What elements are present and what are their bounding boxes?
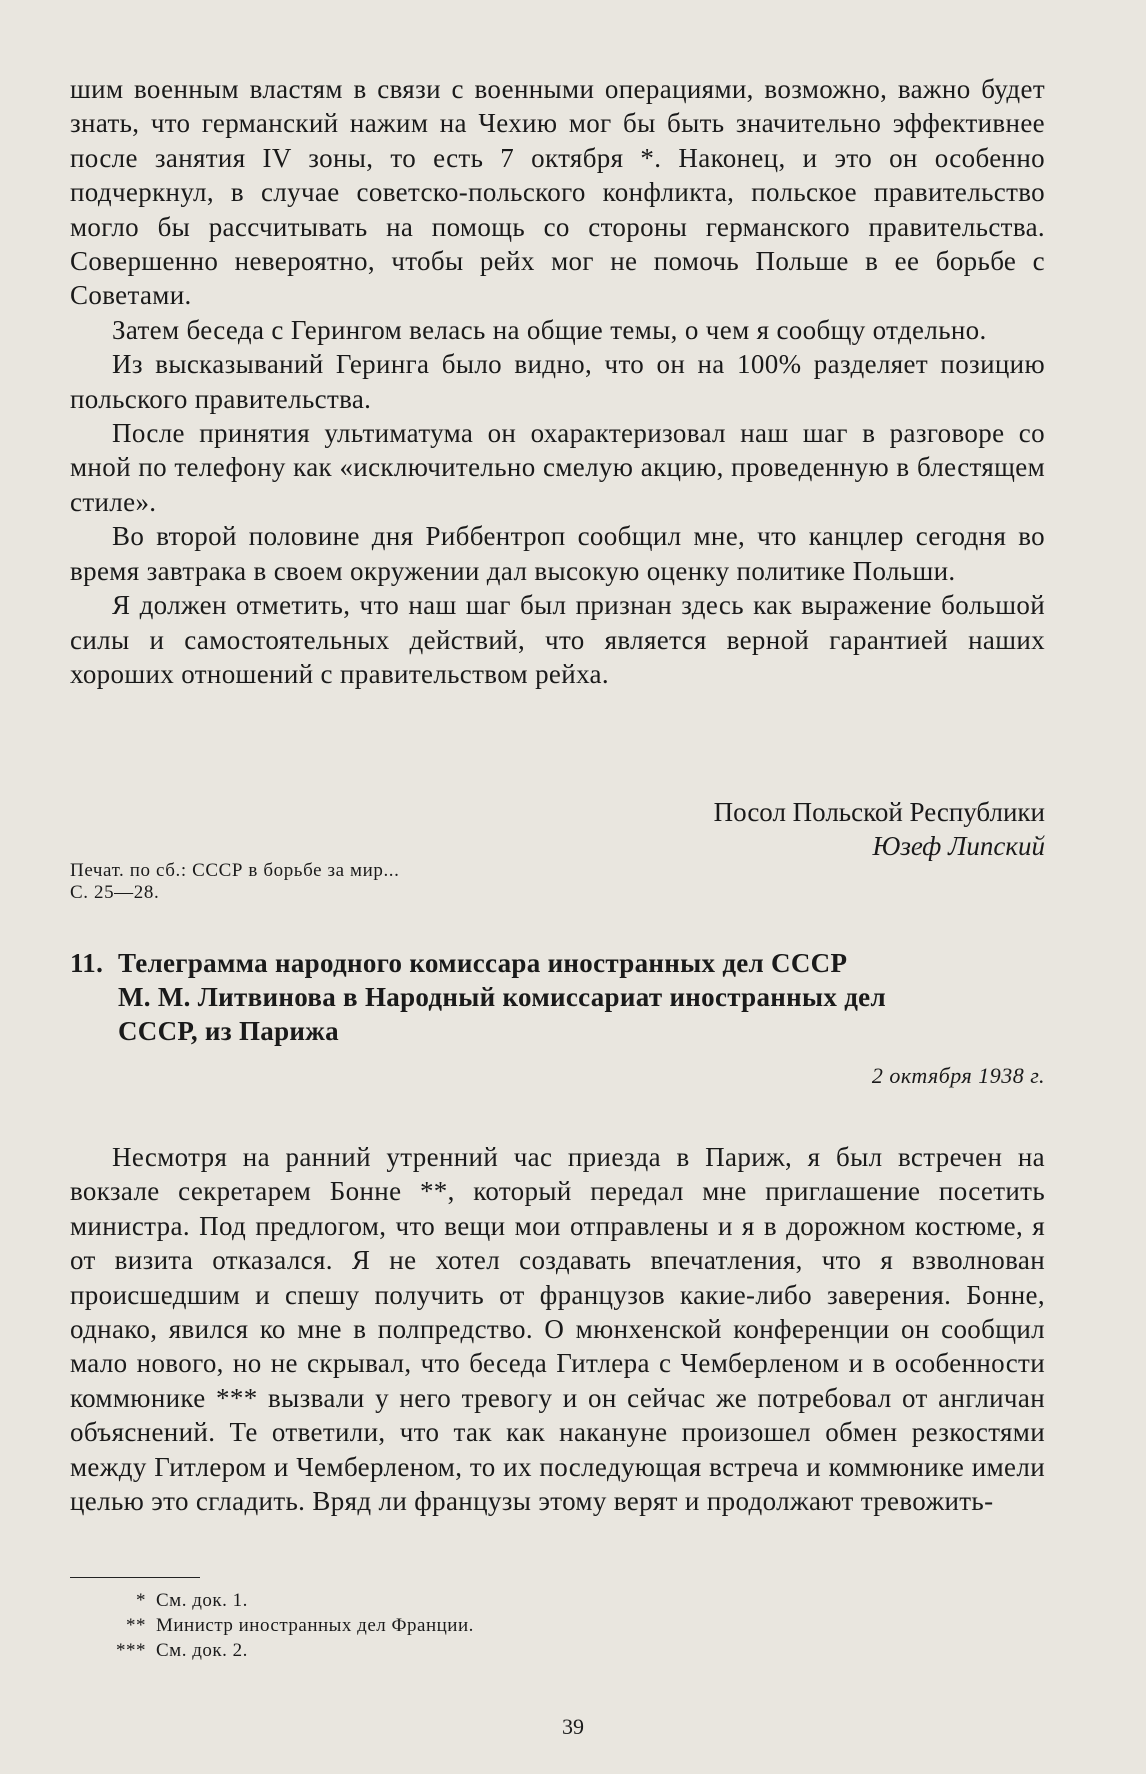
signature-title: Посол Польской Республики [713, 797, 1045, 827]
paragraph: После принятия ультиматума он охарактеризовал наш шаг в разговоре со мной по телефону как «исключительно смелую акцию, проведенную в блестящем стиле». [70, 418, 1045, 517]
heading-line: М. М. Литвинова в Народный комиссариат иностранных дел [118, 982, 886, 1012]
document-number: 11. [70, 948, 104, 978]
footnote-mark: *** [116, 1640, 146, 1661]
footnote-mark: ** [126, 1615, 146, 1636]
paragraph: Затем беседа с Герингом велась на общие темы, о чем я сообщу отдельно. [112, 314, 987, 345]
paragraph: Несмотря на ранний утренний час приезда в Париж, я был встречен на вокзале секретарем Бонне **, который передал мне приглашение посетить министра. Под предлогом, что вещи мои отправлены и я в дорожном костюме, я от визита отказался. Я не хотел создавать впечатления, что я взволнован происшедшим и спешу получить от французов какие-либо заверения. Бонне, однако, явился ко мне в полпредство. О мюнхенской конференции он сообщил мало нового, но не скрывал, что беседа Гитлера с Чемберленом и в особенности коммюнике *** вызвали у него тревогу и он сейчас же потребовал от англичан объяснений. Те ответили, что так как накануне произошел обмен резкостями между Гитлером и Чемберленом, то их последующая встреча и коммюнике имели целью это сгладить. Вряд ли французы этому верят и продолжают тревожить- [70, 1142, 1045, 1517]
signature-name: Юзеф Липский [872, 831, 1045, 861]
source-note-line: Печат. по сб.: СССР в борьбе за мир... [70, 860, 400, 881]
paragraph: Из высказываний Геринга было видно, что он на 100% разделяет позицию польского правительства. [70, 349, 1045, 414]
footnote [70, 1588, 474, 1613]
footnote-text: Министр иностранных дел Франции. [156, 1615, 474, 1636]
source-note-line: С. 25—28. [70, 882, 160, 903]
footnote-text: См. док. 1. [156, 1590, 248, 1611]
page-number: 39 [562, 1714, 584, 1739]
footnotes [70, 1588, 474, 1663]
footnote-text: См. док. 2. [156, 1640, 248, 1661]
footnote [70, 1613, 474, 1638]
telegram-text [70, 1140, 1045, 1518]
footnote-mark: * [136, 1590, 146, 1611]
letter-continuation-text [70, 72, 1045, 691]
document-date: 2 октября 1938 г. [871, 1063, 1045, 1088]
heading-line: СССР, из Парижа [118, 1016, 339, 1046]
source-note [70, 860, 400, 904]
signature-block [70, 795, 1045, 863]
heading-line: Телеграмма народного комиссара иностранных дел СССР [118, 948, 848, 978]
paragraph: Во второй половине дня Риббентроп сообщил мне, что канцлер сегодня во время завтрака в своем окружении дал высокую оценку политике Польши. [70, 521, 1045, 586]
paragraph: шим военным властям в связи с военными операциями, возможно, важно будет знать, что германский нажим на Чехию мог бы быть значительно эффективнее после занятия IV зоны, то есть 7 октября *. Наконец, и это он особенно подчеркнул, в случае советско-польского конфликта, польское правительство могло бы рассчитывать на помощь со стороны германского правительства. Совершенно невероятно, чтобы рейх мог не помочь Польше в ее борьбе с Советами. [70, 74, 1045, 311]
footnote-divider [70, 1577, 200, 1578]
document-heading [70, 946, 1045, 1048]
footnote [70, 1638, 474, 1663]
paragraph: Я должен отметить, что наш шаг был признан здесь как выражение большой силы и самостоятельных действий, что является верной гарантией наших хороших отношений с правительством рейха. [70, 590, 1045, 689]
